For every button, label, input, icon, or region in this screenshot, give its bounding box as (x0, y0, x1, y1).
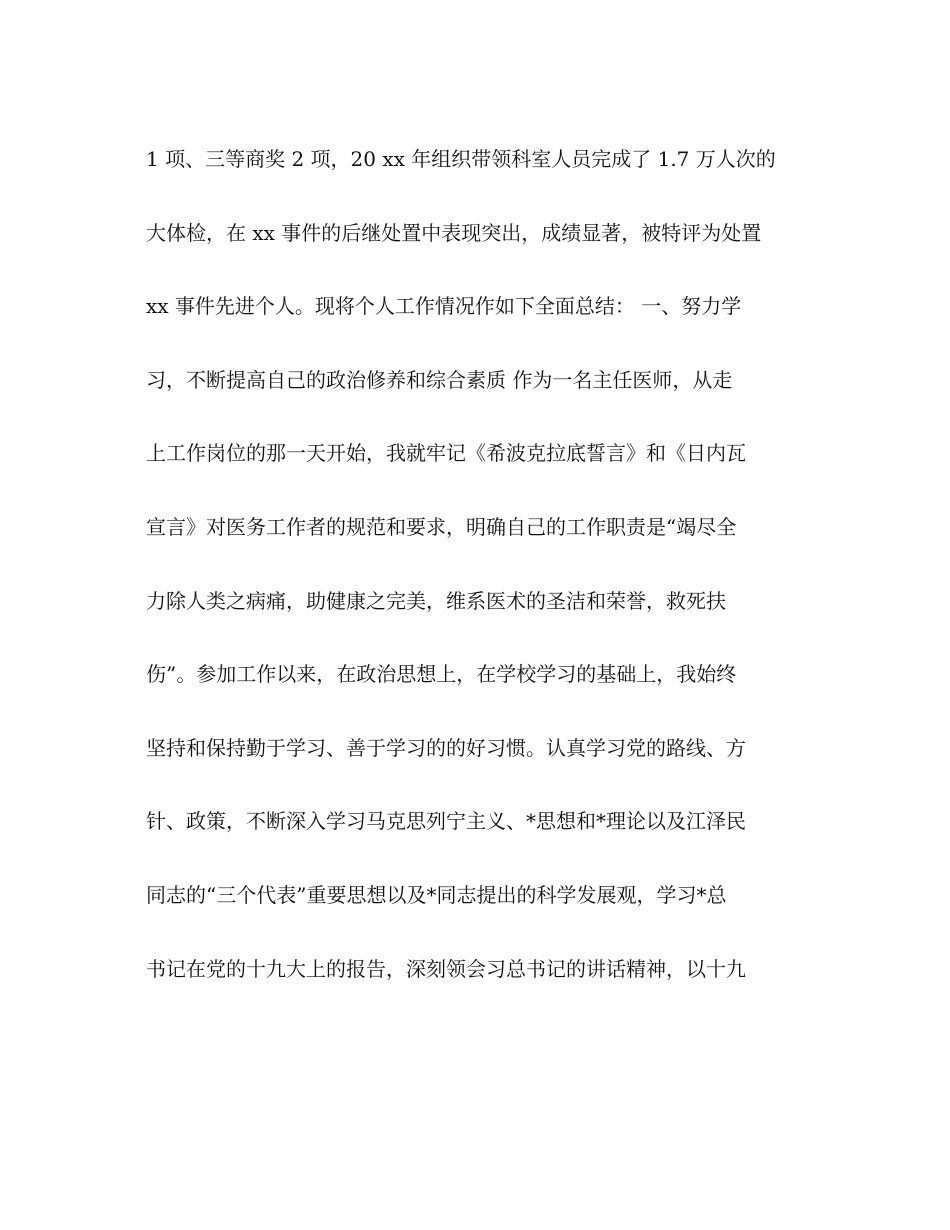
text-line: xx 事件先进个人。现将个人工作情况作如下全面总结： 一、努力学 (146, 294, 742, 319)
text-line: 1 项、三等商奖 2 项，20 xx 年组织带领科室人员完成了 1.7 万人次的 (146, 147, 776, 171)
text-line: 大体检，在 xx 事件的后继处置中表现突出，成绩显著，被特评为处置 (146, 220, 762, 245)
text-line: 书记在党的十九大上的报告，深刻领会习总书记的讲话精神，以十九 (146, 956, 746, 981)
text-line: 宣言》对医务工作者的规范和要求，明确自己的工作职责是“竭尽全 (146, 514, 737, 539)
text-line: 力除人类之病痛，助健康之完美，维系医术的圣洁和荣誉，救死扶 (146, 588, 726, 613)
text-line: 针、政策，不断深入学习马克思列宁主义、*思想和*理论以及江泽民 (146, 809, 746, 834)
text-line: 习，不断提高自己的政治修养和综合素质 作为一名主任医师，从走 (146, 367, 733, 392)
body-text (146, 139, 826, 1022)
text-line: 同志的“三个代表”重要思想以及*同志提出的科学发展观，学习*总 (146, 882, 727, 907)
text-line: 上工作岗位的那一天开始，我就牢记《希波克拉底誓言》和《日内瓦 (146, 441, 746, 466)
text-line: 伤”。参加工作以来，在政治思想上，在学校学习的基础上，我始终 (146, 662, 737, 687)
text-line: 坚持和保持勤于学习、善于学习的的好习惯。认真学习党的路线、方 (146, 735, 746, 760)
